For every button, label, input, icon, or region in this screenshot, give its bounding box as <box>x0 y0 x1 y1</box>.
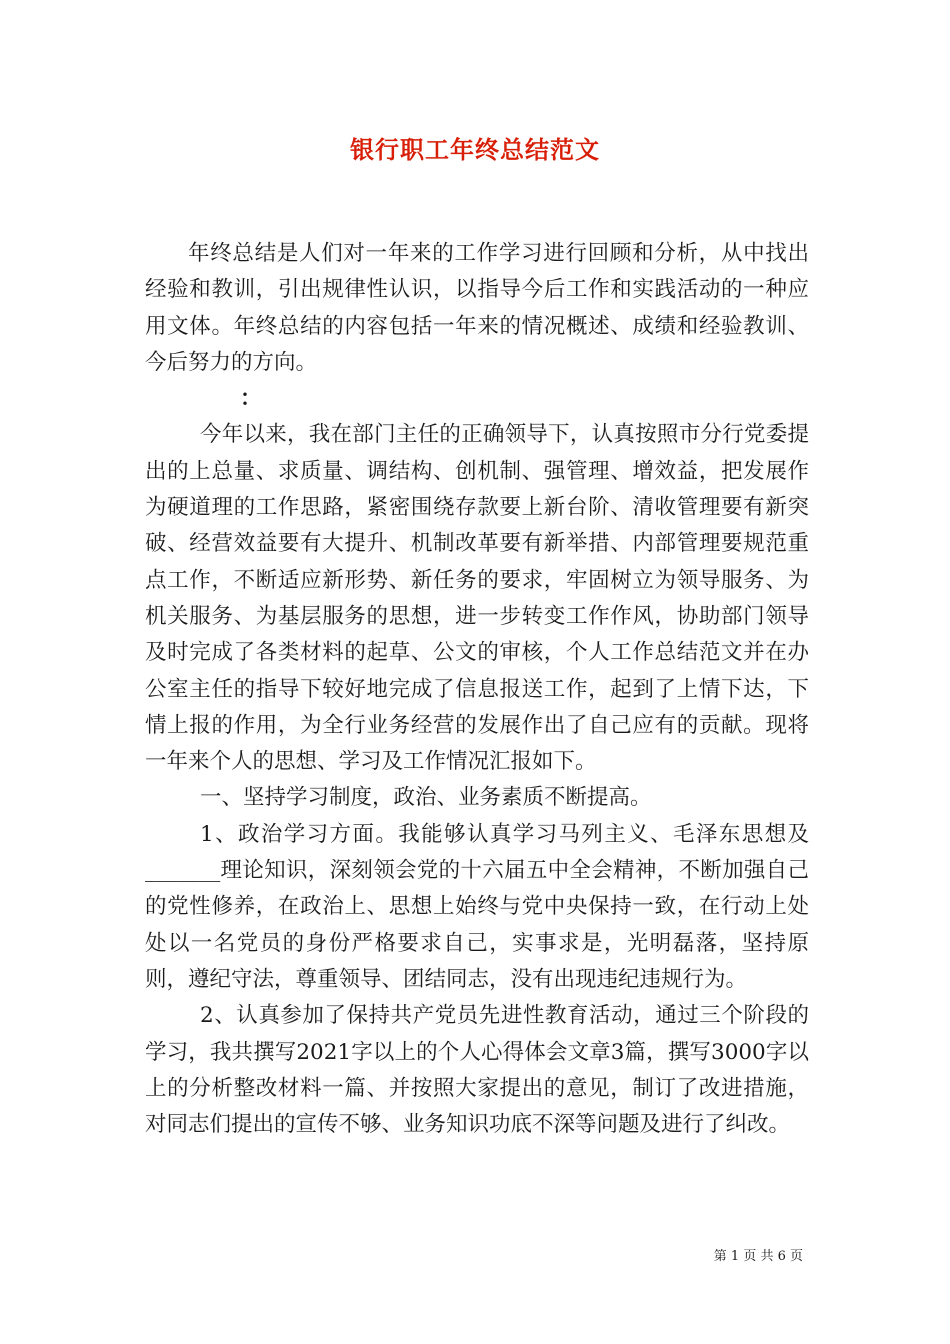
section-heading-1: 一、坚持学习制度，政治、业务素质不断提高。 <box>200 785 652 811</box>
main-paragraph: 今年以来，我在部门主任的正确领导下，认真按照市分行党委提出的上总量、求质量、调结构、创机制、强管理、增效益，把发展作为硬道理的工作思路，紧密围绕存款要上新台阶、清收管理要有新突破、经营效益要有大提升、机制改革要有新举措、内部管理要规范重点工作，不断适应新形势、新任务的要求，牢固树立为领导服务、为机关服务、为基层服务的思想，进一步转变工作作风，协助部门领导及时完成了各类材料的起草、公文的审核，个人工作总结范文并在办公室主任的指导下较好地完成了信息报送工作，起到了上情下达，下情上报的作用，为全行业务经营的发展作出了自己应有的贡献。现将一年来个人的思想、学习及工作情况汇报如下。 <box>145 422 809 775</box>
document-body <box>145 236 809 1143</box>
item-paragraph-2: 2、认真参加了保持共产党员先进性教育活动，通过三个阶段的学习，我共撰写2021字以上的个人心得体会文章3篇，撰写3000字以上的分析整改材料一篇、并按照大家提出的意见，制订了改进措施，对同志们提出的宣传不够、业务知识功底不深等问题及进行了纠改。 <box>145 1003 809 1138</box>
item-paragraph-1: 1、政治学习方面。我能够认真学习马列主义、毛泽东思想及_______理论知识，深刻领会党的十六届五中全会精神，不断加强自己的党性修养，在政治上、思想上始终与党中央保持一致，在行动上处处以一名党员的身份严格要求自己，实事求是，光明磊落，坚持原则，遵纪守法，尊重领导、团结同志，没有出现违纪违规行为。 <box>145 821 809 992</box>
intro-paragraph: 年终总结是人们对一年来的工作学习进行回顾和分析，从中找出经验和教训，引出规律性认识，以指导今后工作和实践活动的一种应用文体。年终总结的内容包括一年来的情况概述、成绩和经验教训、今后努力的方向。 <box>145 241 809 375</box>
document-title: 银行职工年终总结范文 <box>350 135 600 164</box>
page-number-footer: 第 1 页 共 6 页 <box>713 1249 803 1264</box>
colon-line: ： <box>240 386 262 412</box>
